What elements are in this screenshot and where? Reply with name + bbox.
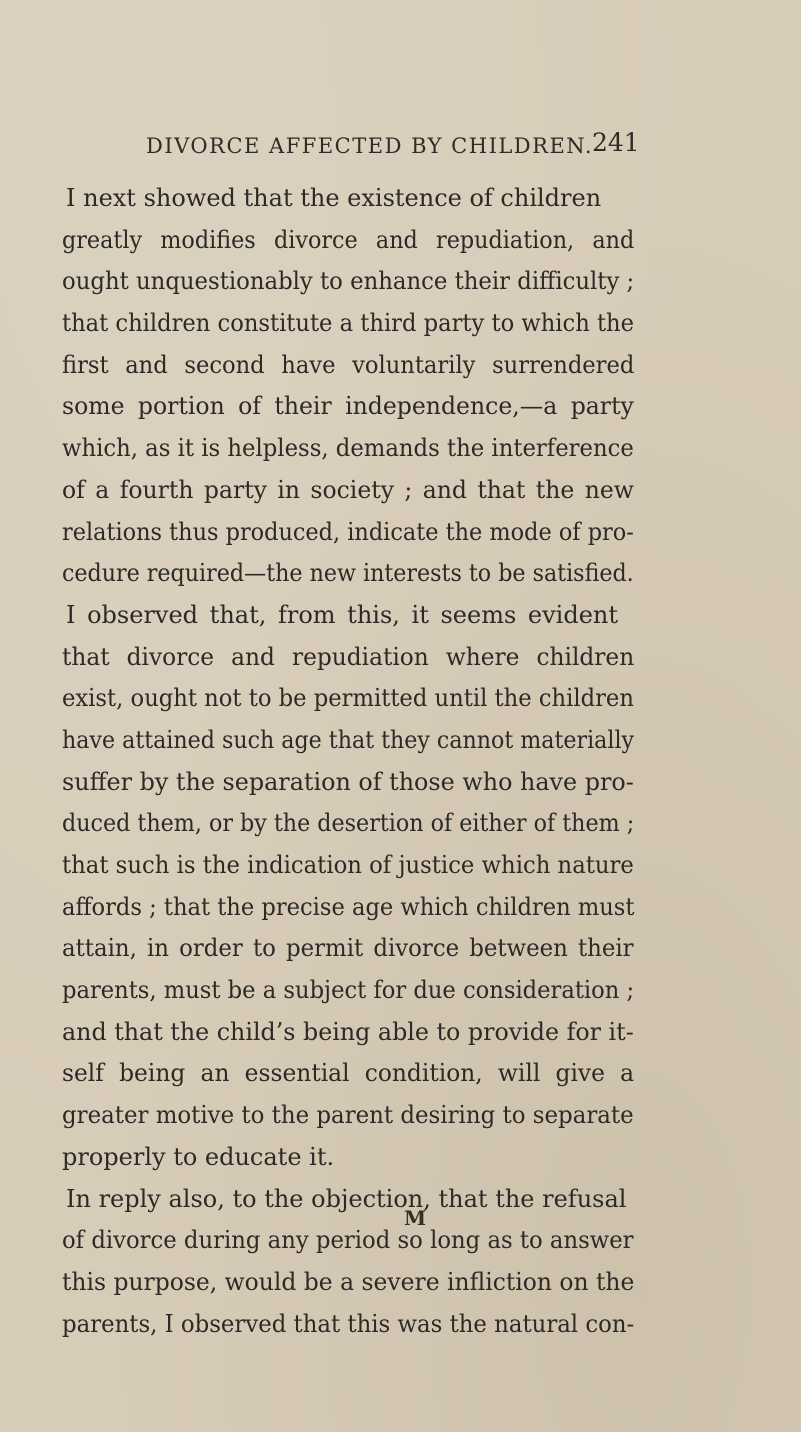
text-line: that such is the indication of justice which nature	[62, 851, 634, 879]
text-line: some portion of their independence,—a party	[62, 392, 634, 421]
text-line: I next showed that the existence of children	[66, 184, 602, 212]
text-line: ought unquestionably to enhance their difficulty ;	[62, 267, 635, 296]
signature-mark: M	[404, 1206, 427, 1230]
page-number: 241	[592, 128, 640, 157]
text-line: properly to educate it.	[62, 1142, 335, 1171]
text-line: which, as it is helpless, demands the interference	[62, 434, 634, 463]
text-line: In reply also, to the objection, that the refusal	[66, 1184, 627, 1213]
text-line: affords ; that the precise age which children must	[62, 892, 635, 921]
text-line: parents, must be a subject for due consideration ;	[62, 976, 635, 1005]
text-line: cedure required—the new interests to be satisfied.	[62, 559, 634, 588]
text-line: exist, ought not to be permitted until the children	[62, 684, 634, 713]
text-line: suffer by the separation of those who have pro-	[62, 767, 634, 796]
text-line: relations thus produced, indicate the mode of pro-	[62, 517, 634, 546]
text-line: greatly modifies divorce and repudiation, and	[62, 225, 635, 254]
text-line: and that the child’s being able to provide for it-	[62, 1017, 634, 1046]
text-line: of divorce during any period so long as to answer	[62, 1226, 634, 1255]
text-line: this purpose, would be a severe infliction on the	[62, 1267, 635, 1296]
text-line: parents, I observed that this was the natural con-	[62, 1309, 635, 1338]
text-line: duced them, or by the desertion of either of them ;	[62, 809, 635, 838]
text-line: attain, in order to permit divorce between their	[62, 934, 634, 963]
body-text	[62, 178, 635, 1345]
text-line: first and second have voluntarily surrendered	[62, 350, 635, 379]
text-line: self being an essential condition, will give a	[62, 1059, 635, 1088]
text-line: of a fourth party in society ; and that the new	[62, 475, 634, 504]
text-line: have attained such age that they cannot materially	[62, 725, 635, 754]
text-line: that divorce and repudiation where children	[62, 642, 635, 671]
text-line: that children constitute a third party to which the	[62, 309, 634, 338]
text-line: I observed that, from this, it seems evident	[66, 600, 619, 629]
text-line: greater motive to the parent desiring to separate	[62, 1101, 634, 1130]
running-head: DIVORCE AFFECTED BY CHILDREN.	[146, 134, 593, 158]
